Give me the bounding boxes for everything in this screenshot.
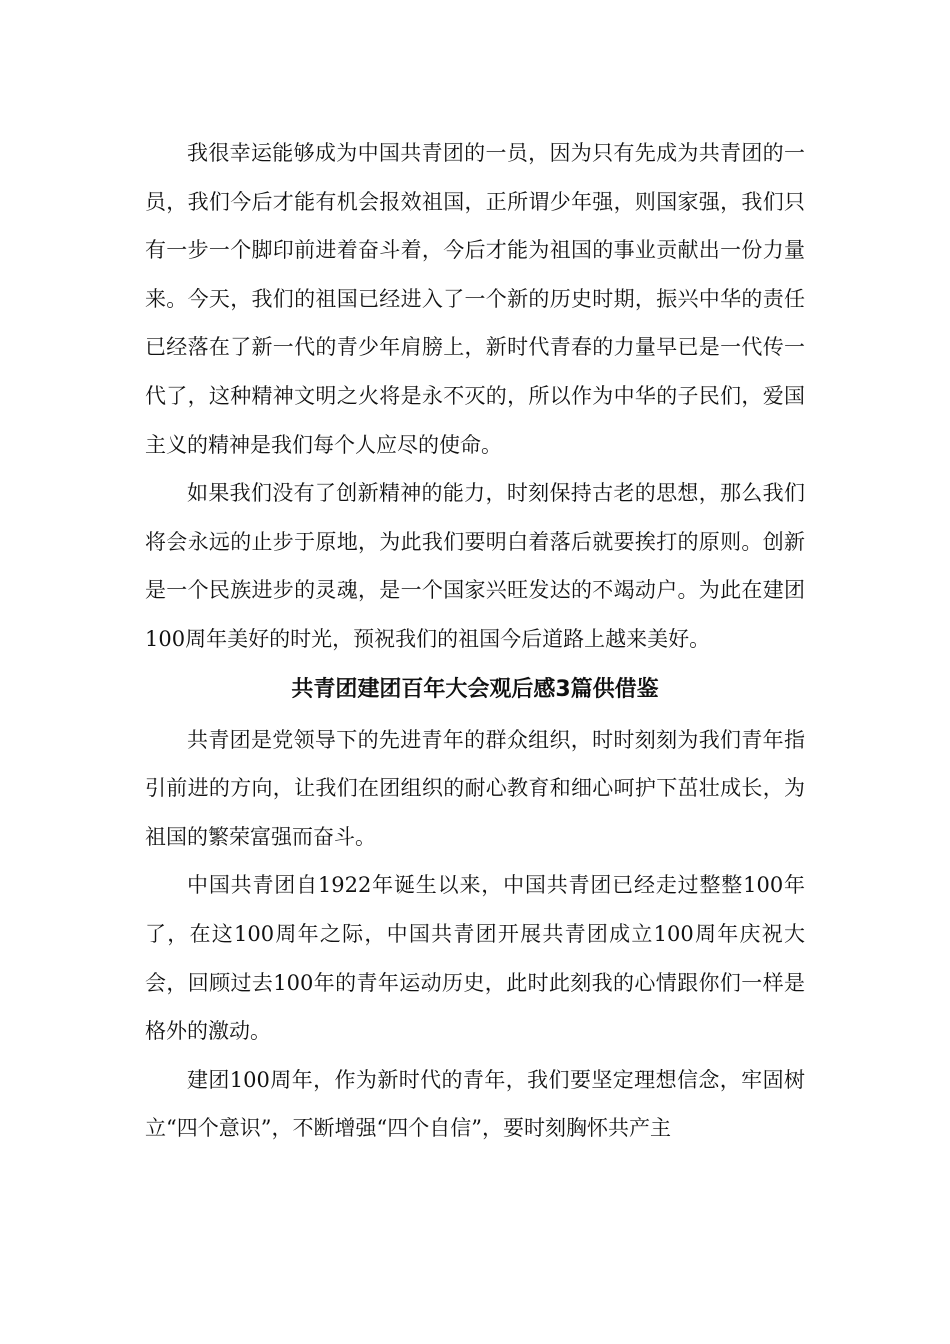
- article-title: 共青团建团百年大会观后感3篇供借鉴: [291, 676, 659, 702]
- document-body: [145, 129, 805, 1153]
- paragraph-league-history: 中国共青团自1922年诞生以来，中国共青团已经走过整整100年了，在这100周年之际，中国共青团开展共青团成立100周年庆祝大会，回顾过去100年的青年运动历史，此时此刻我的心情跟你们一样是格外的激动。: [145, 873, 805, 1044]
- paragraph-league-intro: 共青团是党领导下的先进青年的群众组织，时时刻刻为我们青年指引前进的方向，让我们在团组织的耐心教育和细心呵护下茁壮成长，为祖国的繁荣富强而奋斗。: [145, 727, 805, 849]
- paragraph-innovation: 如果我们没有了创新精神的能力，时刻保持古老的思想，那么我们将会永远的止步于原地，为此我们要明白着落后就要挨打的原则。创新是一个民族进步的灵魂，是一个国家兴旺发达的不竭动户。为此在建团100周年美好的时光，预祝我们的祖国今后道路上越来美好。: [145, 481, 805, 651]
- paragraph-centennial: 建团100周年，作为新时代的青年，我们要坚定理想信念，牢固树立“四个意识”，不断增强“四个自信”，要时刻胸怀共产主: [145, 1067, 805, 1141]
- paragraph-patriotism: 我很幸运能够成为中国共青团的一员，因为只有先成为共青团的一员，我们今后才能有机会报效祖国，正所谓少年强，则国家强，我们只有一步一个脚印前进着奋斗着，今后才能为祖国的事业贡献出一份力量来。今天，我们的祖国已经进入了一个新的历史时期，振兴中华的责任已经落在了新一代的青少年肩膀上，新时代青春的力量早已是一代传一代了，这种精神文明之火将是永不灭的，所以作为中华的子民们，爱国主义的精神是我们每个人应尽的使命。: [145, 141, 805, 457]
